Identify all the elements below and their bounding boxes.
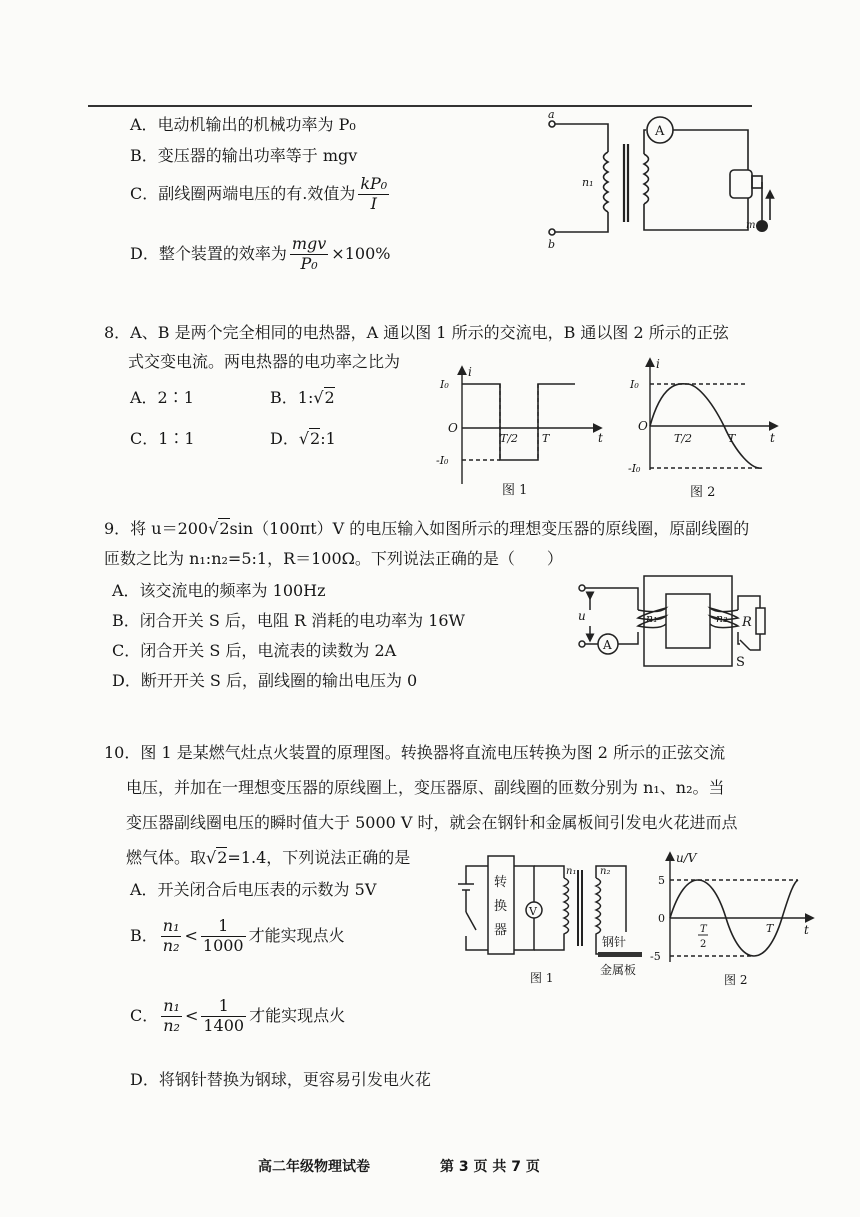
q7-option-d <box>130 236 390 273</box>
sqrt-radicand: 2 <box>324 388 335 407</box>
q10-stem-line4: 燃气体。取√2=1.4，下列说法正确的是 <box>126 848 411 867</box>
axis-label-i: i <box>656 357 660 371</box>
q7-transformer-motor-figure <box>548 108 778 252</box>
tick-T-half-den: 2 <box>700 939 707 950</box>
threshold-fraction <box>201 918 246 955</box>
q10-option-c-tail: 才能实现点火 <box>249 1005 346 1025</box>
footer-page-number: 第 3 页 共 7 页 <box>440 1159 540 1175</box>
q10-option-b-tail: 才能实现点火 <box>248 925 345 945</box>
label-n2: n₂ <box>600 866 611 877</box>
label-a: a <box>548 108 555 121</box>
q10-fig2-caption: 图 2 <box>724 973 748 987</box>
tick-T: T <box>766 922 774 935</box>
frac-numerator: n₁ <box>163 996 180 1015</box>
tick-neg-I0: -I₀ <box>628 462 641 475</box>
q9-transformer-circuit <box>576 570 776 672</box>
frac-denominator: 1400 <box>203 1015 245 1035</box>
q8-option-c: C．1∶1 <box>130 429 195 448</box>
label-n1: n₁ <box>566 866 577 877</box>
q7-option-d-text: D．整个装置的效率为 <box>130 243 287 263</box>
q7-option-d-tail: ×100% <box>331 243 391 263</box>
secondary-coil <box>596 878 601 936</box>
q9-stem-pre: 9．将 u＝200 <box>104 519 209 538</box>
label-metal-plate: 金属板 <box>600 963 637 977</box>
origin-label: 0 <box>658 912 665 925</box>
metal-plate <box>598 952 642 957</box>
q8-option-d-tail: :1 <box>320 429 336 448</box>
secondary-coil <box>644 154 649 204</box>
tick-T: T <box>728 432 736 445</box>
switch-S <box>740 640 750 650</box>
frac-numerator: kP₀ <box>360 174 388 193</box>
label-u: u <box>578 609 586 623</box>
q8-option-d: D．√2:1 <box>270 429 336 448</box>
q9-option-c: C．闭合开关 S 后，电流表的读数为 2A <box>112 641 397 660</box>
q9-stem-post: sin（100πt）V 的电压输入如图所示的理想变压器的原线圈，原副线圈的 <box>229 519 750 538</box>
resistor-R <box>756 608 765 634</box>
ammeter-label: A <box>603 638 612 652</box>
terminal-b <box>549 229 555 235</box>
input-terminal-bottom <box>579 641 585 647</box>
input-terminal-top <box>579 585 585 591</box>
q8-stem-line2: 式交变电流。两电热器的电功率之比为 <box>128 352 401 371</box>
tick-neg-I0: -I₀ <box>436 454 449 467</box>
q7-option-b: B．变压器的输出功率等于 mgv <box>130 146 358 165</box>
frac-denominator: n₂ <box>162 935 180 955</box>
converter-char-2: 换 <box>494 899 508 914</box>
q9-stem-line2: 匝数之比为 n₁:n₂=5:1，R＝100Ω。下列说法正确的是（ ） <box>104 549 563 568</box>
tick-I0: I₀ <box>630 378 639 391</box>
axis-label-i: i <box>468 365 472 379</box>
label-R: R <box>742 615 752 630</box>
q7-option-c-fraction <box>358 176 389 213</box>
header-rule <box>88 105 752 107</box>
q10-stem-line3: 变压器副线圈电压的瞬时值大于 5000 V 时，就会在钢针和金属板间引发电火花进而点 <box>126 813 738 832</box>
frac-denominator: I <box>370 193 377 213</box>
origin-label: O <box>448 421 458 435</box>
q8-option-b: B．1:√2 <box>270 388 335 407</box>
frac-denominator: P₀ <box>300 253 318 273</box>
square-wave-line <box>462 384 575 460</box>
q8-option-b-text: B．1: <box>270 388 314 407</box>
q10-stem-line1: 10．图 1 是某燃气灶点火装置的原理图。转换器将直流电压转换为图 2 所示的正弦交流 <box>104 743 726 762</box>
weight-ball <box>756 220 768 232</box>
frac-numerator: n₁ <box>162 916 180 935</box>
frac-denominator: 1000 <box>202 935 244 955</box>
label-n1: n₁ <box>582 176 594 189</box>
ratio-fraction <box>161 998 182 1035</box>
frac-numerator: 1 <box>201 998 246 1017</box>
q8-option-a: A．2∶1 <box>130 388 194 407</box>
q8-fig2-caption: 图 2 <box>690 485 716 500</box>
q10-stem-line2: 电压，并加在一理想变压器的原线圈上，变压器原、副线圈的匝数分别为 n₁、n₂。当 <box>126 778 725 797</box>
less-than: < <box>184 1005 199 1025</box>
label-m: m <box>746 220 756 231</box>
label-S: S <box>736 655 745 670</box>
tick-neg-5: -5 <box>650 950 661 963</box>
q10-option-b <box>130 918 345 955</box>
q8-stem-line1: 8．A、B 是两个完全相同的电热器，A 通以图 1 所示的交流电，B 通以图 2 所示的正弦 <box>104 323 729 342</box>
q10-option-d: D．将钢针替换为钢球，更容易引发电火花 <box>130 1070 431 1089</box>
origin-label: O <box>638 419 648 433</box>
primary-coil <box>564 878 569 936</box>
q8-option-d-label: D． <box>270 429 299 448</box>
frac-numerator: mgv <box>291 234 327 253</box>
ammeter-label: A <box>655 124 665 139</box>
q10-fig1-caption: 图 1 <box>530 971 554 985</box>
frac-numerator: 1 <box>201 918 246 937</box>
less-than: < <box>184 925 198 945</box>
sqrt-radicand: 2 <box>217 848 228 867</box>
frac-denominator: n₂ <box>163 1015 180 1035</box>
axis-label-u: u/V <box>676 851 697 865</box>
converter-char-3: 器 <box>494 923 508 938</box>
tick-I0: I₀ <box>440 378 449 391</box>
q7-option-a: A．电动机输出的机械功率为 P₀ <box>130 115 356 134</box>
tick-T-half-num: T <box>700 924 707 935</box>
q10-stem4-pre: 燃气体。取 <box>126 848 207 867</box>
q9-option-a: A．该交流电的频率为 100Hz <box>112 581 326 600</box>
q7-option-c <box>130 176 392 213</box>
q7-option-d-fraction <box>290 236 328 273</box>
q9-stem-line1: 9．将 u＝200√2sin（100πt）V 的电压输入如图所示的理想变压器的原线圈，原副线圈的 <box>104 519 750 538</box>
axis-label-t: t <box>770 431 775 445</box>
label-n2: n₂ <box>716 612 728 625</box>
motor <box>730 170 752 198</box>
q9-option-b: B．闭合开关 S 后，电阻 R 消耗的电功率为 16W <box>112 611 466 630</box>
tick-T-half: T/2 <box>674 432 693 445</box>
q10-option-a: A．开关闭合后电压表的示数为 5V <box>130 880 377 899</box>
q8-fig1-square-wave <box>432 364 612 504</box>
terminal-a <box>549 121 555 127</box>
sqrt-radicand: 2 <box>310 429 321 448</box>
q10-option-c <box>130 998 345 1035</box>
q8-fig2-sine-wave <box>630 358 780 504</box>
q10-option-b-label: B． <box>130 925 158 945</box>
label-n1: n₁ <box>646 612 658 625</box>
q9-option-d: D．断开开关 S 后，副线圈的输出电压为 0 <box>112 671 418 690</box>
q10-fig1-ignition-circuit <box>452 850 660 986</box>
q8-fig1-caption: 图 1 <box>502 483 528 498</box>
voltmeter-label: V <box>529 905 537 918</box>
converter-char-1: 转 <box>494 875 508 890</box>
q10-option-c-label: C． <box>130 1005 159 1025</box>
primary-coil <box>604 152 609 212</box>
ratio-fraction <box>161 918 182 955</box>
axis-label-t: t <box>598 431 603 445</box>
label-b: b <box>548 238 556 251</box>
tick-T: T <box>542 432 550 445</box>
switch <box>466 912 476 930</box>
footer-exam-title: 高二年级物理试卷 <box>258 1159 370 1175</box>
axis-label-t: t <box>804 923 809 937</box>
sqrt-radicand: 2 <box>219 519 230 538</box>
tick-T-half: T/2 <box>500 432 519 445</box>
iron-core-inner <box>666 594 710 648</box>
q10-stem4-post: =1.4，下列说法正确的是 <box>227 848 411 867</box>
q7-option-c-text: C．副线圈两端电压的有.效值为 <box>130 183 356 203</box>
tick-5: 5 <box>658 874 665 887</box>
q10-fig2-voltage-wave <box>648 852 816 992</box>
label-steel-needle: 钢针 <box>602 935 627 949</box>
threshold-fraction <box>201 998 246 1035</box>
